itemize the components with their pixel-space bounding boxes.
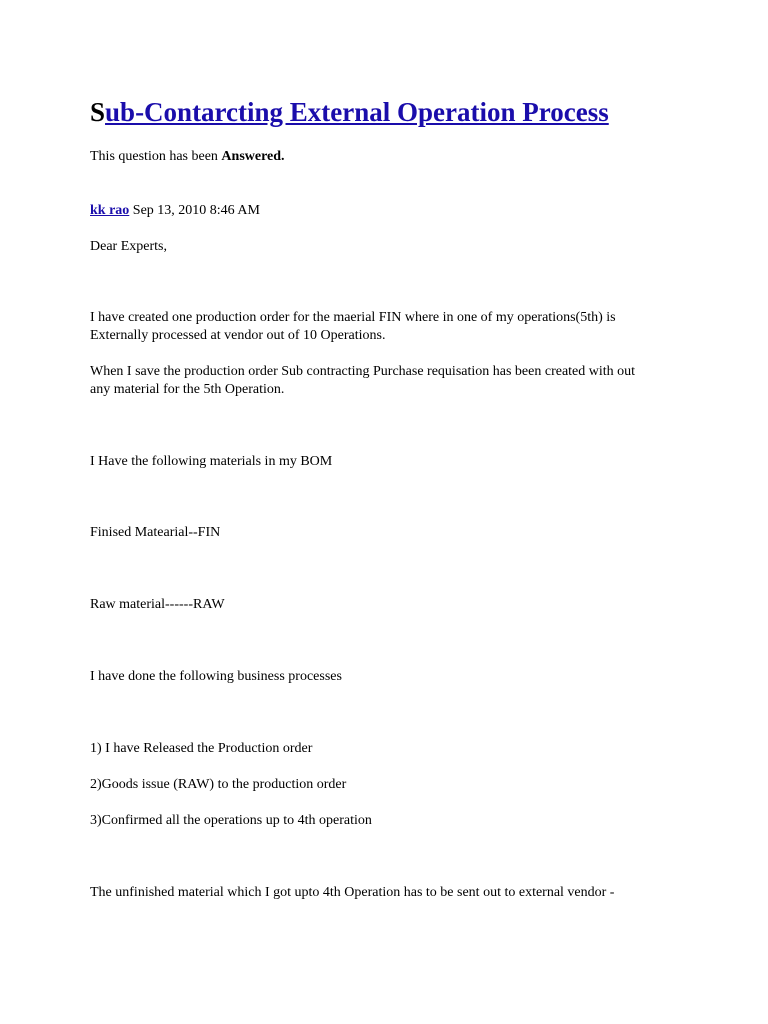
status-prefix: This question has been [90, 149, 218, 164]
paragraph-1-line-1: I have created one production order for the maerial FIN where in one of my operations(5th) is [90, 310, 616, 325]
greeting: Dear Experts, [90, 239, 167, 254]
post-meta [90, 202, 690, 220]
paragraph-2-line-1: When I save the production order Sub contracting Purchase requisation has been created with out [90, 364, 636, 379]
status-answered: Answered. [221, 149, 285, 164]
process-intro: I have done the following business processes [90, 669, 342, 684]
step-2: 2)Goods issue (RAW) to the production order [90, 777, 347, 792]
post-timestamp: Sep 13, 2010 8:46 AM [132, 203, 260, 218]
paragraph-1-line-2: Externally processed at vendor out of 10 Operations. [90, 328, 386, 343]
step-1: 1) I have Released the Production order [90, 741, 313, 756]
answered-status [90, 148, 690, 166]
step-3: 3)Confirmed all the operations up to 4th operation [90, 813, 372, 828]
page-title [90, 94, 609, 130]
bom-item-raw: Raw material------RAW [90, 597, 225, 612]
bom-item-fin: Finised Matearial--FIN [90, 525, 221, 540]
title-first-letter: S [90, 97, 106, 127]
title-link[interactable]: ub-Contarcting External Operation Process [105, 97, 609, 127]
author-link[interactable]: kk rao [90, 203, 130, 218]
bom-intro: I Have the following materials in my BOM [90, 454, 333, 469]
closing-line: The unfinished material which I got upto 4th Operation has to be sent out to external vendor - [90, 885, 615, 900]
paragraph-2-line-2: any material for the 5th Operation. [90, 382, 285, 397]
